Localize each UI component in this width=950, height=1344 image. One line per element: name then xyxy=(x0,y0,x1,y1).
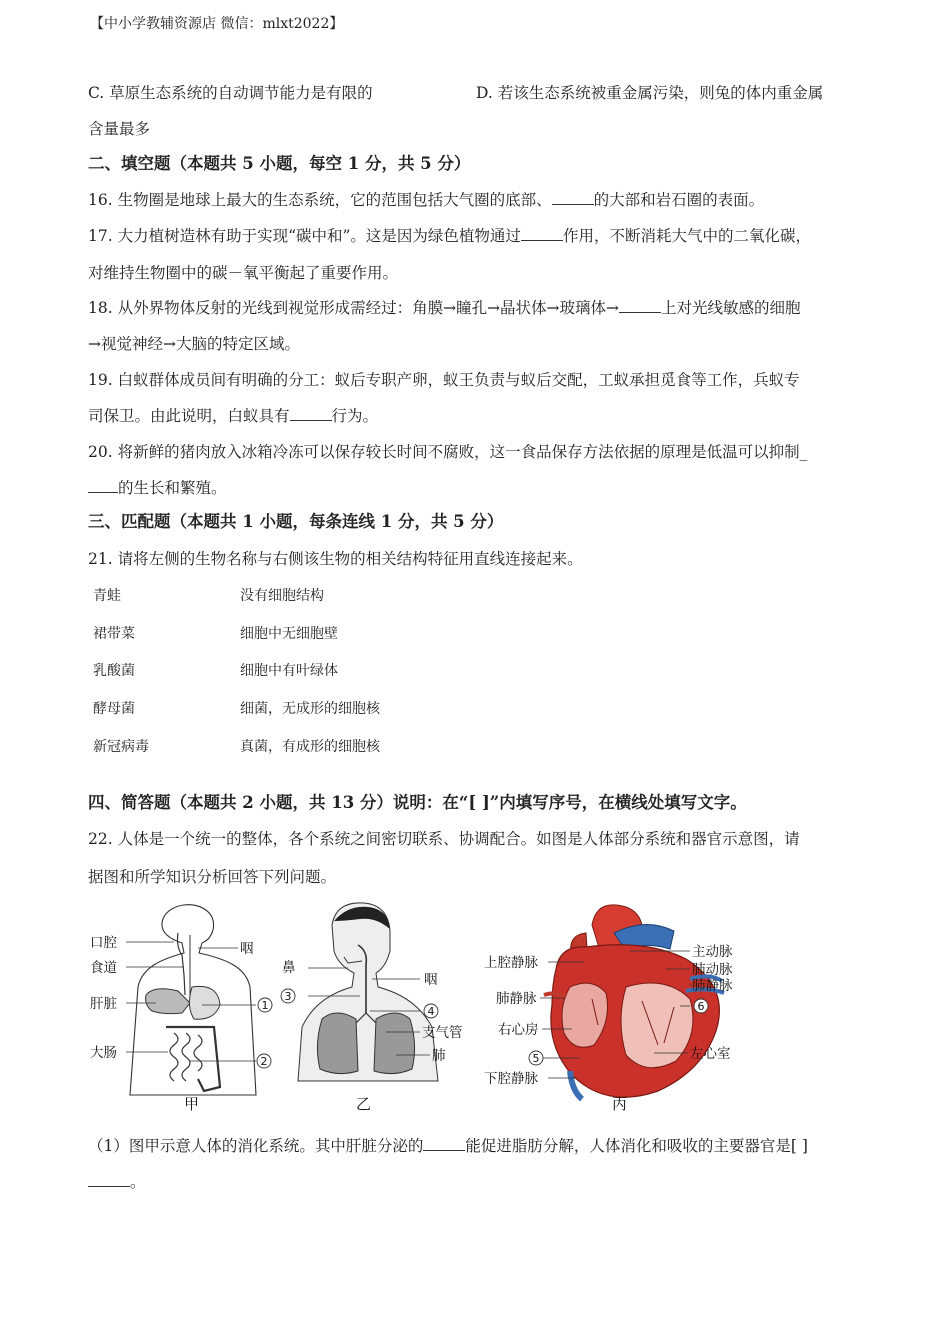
q22-1 xyxy=(88,1136,808,1156)
bing-mark-6: 6 xyxy=(697,1000,705,1013)
option-d: D. 若该生态系统被重金属污染，则兔的体内重金属 xyxy=(476,84,824,102)
section4-heading: 四、简答题（本题共 2 小题，共 13 分）说明：在“[ ]”内填写序号，在横线处填写文字。 xyxy=(88,793,747,812)
match-left-3[interactable]: 乳酸菌 xyxy=(93,663,135,679)
q19 xyxy=(88,406,378,426)
yi-label-nose: 鼻 xyxy=(282,960,296,976)
q17-line2: 对维持生物圈中的碳－氧平衡起了重要作用。 xyxy=(88,264,399,282)
yi-label-pharynx: 咽 xyxy=(424,972,438,988)
q19-line1: 19. 白蚁群体成员间有明确的分工：蚁后专职产卵，蚁王负责与蚁后交配，工蚁承担觅食等工作，兵蚁专 xyxy=(88,371,800,389)
q16-blank[interactable] xyxy=(552,190,594,205)
q18-text-a: 18. 从外界物体反射的光线到视觉形成需经过：角膜→瞳孔→晶状体→玻璃体→ xyxy=(88,299,620,317)
match-right-4[interactable]: 细菌，无成形的细胞核 xyxy=(240,701,380,717)
q22-1-blank-1[interactable] xyxy=(423,1136,465,1151)
q17-blank[interactable] xyxy=(521,226,563,241)
match-left-5[interactable]: 新冠病毒 xyxy=(93,739,149,755)
yi-label-bronchus: 支气管 xyxy=(422,1025,463,1041)
jia-caption: 甲 xyxy=(184,1095,200,1113)
q20-blank[interactable] xyxy=(88,478,118,493)
q22-1-blank-2[interactable] xyxy=(88,1172,130,1187)
jia-label-large-intestine: 大肠 xyxy=(90,1045,117,1061)
q19-text-b: 司保卫。由此说明，白蚁具有 xyxy=(88,407,290,425)
q18 xyxy=(88,298,801,318)
bing-caption: 丙 xyxy=(612,1095,628,1113)
q17-text-a: 17. 大力植树造林有助于实现“碳中和”。这是因为绿色植物通过 xyxy=(88,227,521,245)
yi-caption: 乙 xyxy=(356,1095,372,1113)
jia-mark-2: 2 xyxy=(260,1055,268,1068)
q21-prompt: 21. 请将左侧的生物名称与右侧该生物的相关结构特征用直线连接起来。 xyxy=(88,550,583,568)
match-right-5[interactable]: 真菌，有成形的细胞核 xyxy=(240,739,380,755)
jia-mark-1: 1 xyxy=(261,999,269,1012)
q20-text-b: 的生长和繁殖。 xyxy=(118,479,227,497)
q16 xyxy=(88,190,764,210)
match-right-1[interactable]: 没有细胞结构 xyxy=(240,588,324,604)
jia-label-pharynx: 咽 xyxy=(240,941,254,957)
q16-text-b: 的大部和岩石圈的表面。 xyxy=(593,191,765,209)
bing-label-aorta: 主动脉 xyxy=(692,944,733,960)
q18-text-b: 上对光线敏感的细胞 xyxy=(661,299,801,317)
bing-label-pulmonary-vein-left: 肺静脉 xyxy=(496,991,537,1007)
jia-label-esophagus: 食道 xyxy=(90,960,117,976)
q20 xyxy=(88,478,227,498)
q18-blank[interactable] xyxy=(619,298,661,313)
q22-line1: 22. 人体是一个统一的整体，各个系统之间密切联系、协调配合。如图是人体部分系统和器官示意图，请 xyxy=(88,830,800,848)
organ-system-figure xyxy=(86,895,856,1120)
bing-label-left-ventricle: 左心室 xyxy=(690,1046,731,1062)
q19-blank[interactable] xyxy=(290,406,332,421)
yi-mark-4: 4 xyxy=(427,1005,435,1018)
q22-1-text-a: （1）图甲示意人体的消化系统。其中肝脏分泌的 xyxy=(88,1137,424,1155)
figure-jia xyxy=(90,905,272,1113)
section2-heading: 二、填空题（本题共 5 小题，每空 1 分，共 5 分） xyxy=(88,154,471,173)
yi-label-lung: 肺 xyxy=(432,1048,446,1064)
match-left-4[interactable]: 酵母菌 xyxy=(93,701,135,717)
yi-mark-3: 3 xyxy=(284,990,292,1003)
bing-label-pulmonary-artery: 肺动脉 xyxy=(692,962,733,978)
bing-label-inferior-vena-cava: 下腔静脉 xyxy=(484,1071,538,1087)
bing-label-superior-vena-cava: 上腔静脉 xyxy=(484,955,538,971)
jia-label-liver: 肝脏 xyxy=(90,996,117,1012)
figure-bing xyxy=(484,905,733,1113)
q22-line2: 据图和所学知识分析回答下列问题。 xyxy=(88,868,337,886)
q17 xyxy=(88,226,811,246)
option-d-continued: 含量最多 xyxy=(88,120,151,138)
figure-yi xyxy=(281,903,463,1113)
q22-1-text-b: 能促进脂肪分解，人体消化和吸收的主要器官是[ ] xyxy=(465,1137,808,1155)
bing-mark-5: 5 xyxy=(532,1052,540,1065)
q22-1-text-c: 。 xyxy=(130,1173,146,1191)
q18-line2: →视觉神经→大脑的特定区域。 xyxy=(88,335,300,353)
option-c: C. 草原生态系统的自动调节能力是有限的 xyxy=(88,84,373,102)
bing-label-right-atrium: 右心房 xyxy=(498,1022,539,1038)
match-left-2[interactable]: 裙带菜 xyxy=(93,626,135,642)
bing-label-pulmonary-vein-right: 肺静脉 xyxy=(692,978,733,994)
q17-text-b: 作用，不断消耗大气中的二氧化碳， xyxy=(562,227,811,245)
watermark: 【中小学教辅资源店 微信：mlxt2022】 xyxy=(90,16,344,32)
section3-heading: 三、匹配题（本题共 1 小题，每条连线 1 分，共 5 分） xyxy=(88,512,504,531)
q19-text-c: 行为。 xyxy=(331,407,379,425)
match-left-1[interactable]: 青蛙 xyxy=(93,588,121,604)
q22-1-line2 xyxy=(88,1172,146,1192)
jia-label-mouth: 口腔 xyxy=(90,935,117,951)
q16-text-a: 16. 生物圈是地球上最大的生态系统，它的范围包括大气圈的底部、 xyxy=(88,191,552,209)
q20-line1: 20. 将新鲜的猪肉放入冰箱冷冻可以保存较长时间不腐败，这一食品保存方法依据的原理是低温可以抑制_ xyxy=(88,443,808,461)
match-right-2[interactable]: 细胞中无细胞壁 xyxy=(240,626,338,642)
match-right-3[interactable]: 细胞中有叶绿体 xyxy=(240,663,338,679)
